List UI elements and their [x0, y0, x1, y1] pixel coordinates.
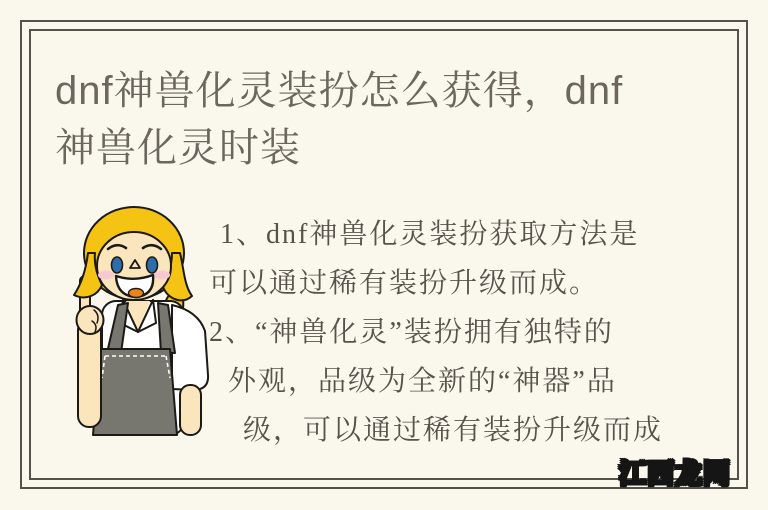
pointing-girl-illustration — [60, 203, 218, 439]
body-line-3: 2、“神兽化灵”装扮拥有独特的 — [209, 317, 614, 348]
girl-right-forearm — [180, 385, 201, 435]
body-line-1: 1、dnf神兽化灵装扮获取方法是 — [220, 219, 640, 250]
body-line-4: 外观，品级为全新的“神器”品 — [228, 366, 617, 397]
girl-eye-left — [112, 257, 123, 273]
body-line-5: 级，可以通过稀有装扮升级而成 — [243, 415, 664, 446]
girl-apron — [93, 349, 177, 435]
girl-blush-right — [154, 271, 170, 280]
girl-blush-left — [98, 271, 114, 280]
page-title: dnf神兽化灵装扮怎么获得，dnf神兽化灵时装 — [55, 69, 624, 170]
girl-eye-right — [147, 257, 158, 273]
site-watermark — [619, 452, 731, 491]
girl-left-forearm — [78, 319, 101, 427]
body-line-2: 可以通过稀有装扮升级而成。 — [209, 268, 600, 299]
watermark-segment-2: 龙网 — [675, 459, 731, 489]
article-body — [205, 210, 663, 455]
watermark-segment-1: 江西 — [619, 459, 675, 489]
girl-fist — [77, 306, 104, 334]
girl-right-sleeve — [172, 305, 208, 390]
girl-tongue — [129, 289, 144, 298]
